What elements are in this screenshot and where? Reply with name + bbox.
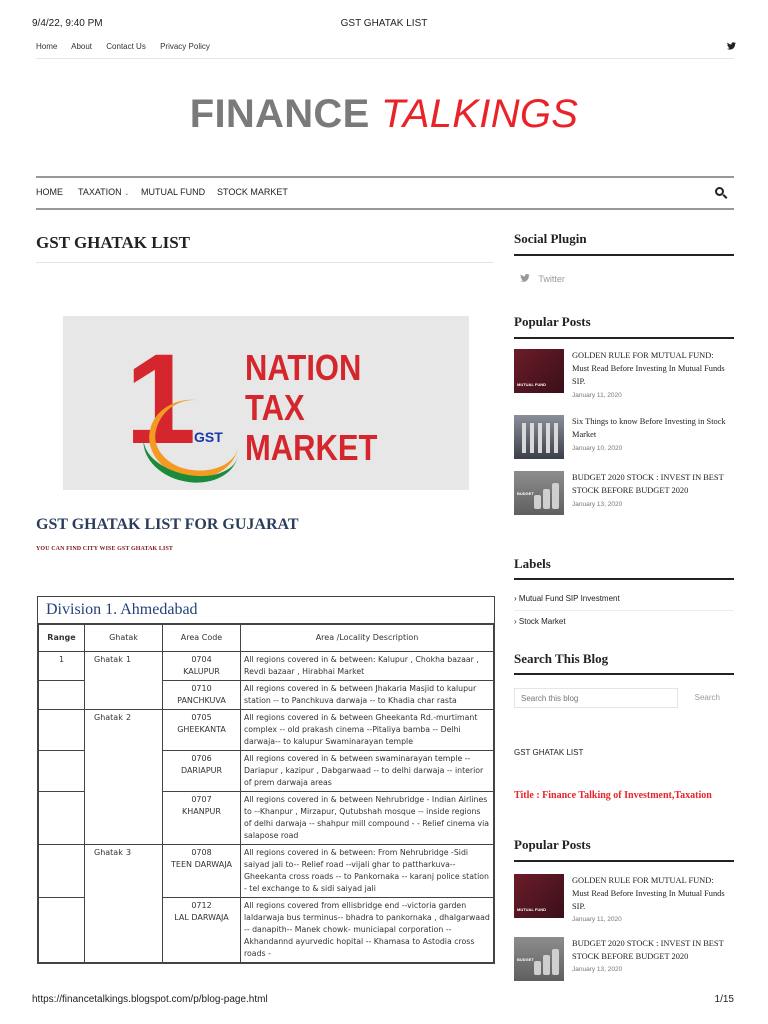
nav-home[interactable]: HOME xyxy=(36,187,63,197)
post-thumbnail[interactable] xyxy=(514,937,564,981)
table-row xyxy=(39,652,494,681)
cell-range xyxy=(39,792,85,845)
label-text: Stock Market xyxy=(518,617,566,626)
section-heading: GST GHATAK LIST FOR GUJARAT xyxy=(36,516,299,533)
popular-posts-heading-2: Popular Posts xyxy=(514,837,591,852)
cell-range xyxy=(39,898,85,963)
print-title: GST GHATAK LIST xyxy=(340,18,428,29)
search-button[interactable]: Search xyxy=(694,693,720,702)
cell-range xyxy=(39,681,85,710)
top-nav xyxy=(36,42,738,56)
cell-area-code xyxy=(163,652,241,681)
label-stock-market[interactable] xyxy=(514,617,566,626)
sidebar-rule xyxy=(514,254,734,256)
title-divider xyxy=(36,262,494,263)
cell-area-code xyxy=(163,792,241,845)
cell-range xyxy=(39,845,85,898)
cell-area-code xyxy=(163,681,241,710)
thumbnail-text: MUTUAL FUND xyxy=(517,907,547,912)
header-range: Range xyxy=(39,625,85,652)
popular-post-item[interactable] xyxy=(514,349,734,399)
division-title: Division 1. Ahmedabad xyxy=(38,597,494,624)
main-nav xyxy=(36,176,734,210)
cell-range xyxy=(39,751,85,792)
twitter-icon[interactable] xyxy=(727,42,736,52)
top-nav-privacy-policy[interactable]: Privacy Policy xyxy=(160,42,210,51)
search-blog-heading: Search This Blog xyxy=(514,651,609,666)
print-footer xyxy=(32,994,736,1008)
banner-line-nation: NATION xyxy=(245,347,362,388)
ghatak-table xyxy=(37,596,495,964)
banner-line-market: MARKET xyxy=(245,427,378,468)
social-plugin-heading: Social Plugin xyxy=(514,231,587,246)
label-text: Mutual Fund SIP Investment xyxy=(518,594,620,603)
table-row xyxy=(39,845,494,898)
page-number: 1/15 xyxy=(714,994,734,1005)
cell-description: All regions covered in & between Nehrubridge - Indian Airlines to --Khanpur , Mirzapur, Qutubshah mosque -- inside regions of delhi darwaja -- shahpur mill compound - - Relief cinema via salapose road xyxy=(241,792,494,845)
popular-post-item[interactable] xyxy=(514,471,734,521)
popular-post-date: January 13, 2020 xyxy=(572,966,623,973)
popular-post-date: January 10, 2020 xyxy=(572,445,623,452)
sidebar-rule xyxy=(514,673,734,675)
label-bullet: › xyxy=(514,594,517,603)
cell-description: All regions covered from ellisbridge end --victoria garden laldarwaja bus terminus-- bhadra to pankornaka , dhalgarwaad -- danapith-- Manek chowk- municiapal corporation -- Akhandannd ayurvedic hopital -- Khamasa to Astodia cross roads - xyxy=(241,898,494,963)
labels-heading: Labels xyxy=(514,556,551,571)
twitter-follow-link[interactable] xyxy=(520,274,565,284)
cell-range xyxy=(39,710,85,751)
post-thumbnail[interactable] xyxy=(514,415,564,459)
ghatak-name: Ghatak xyxy=(94,848,123,857)
twitter-label: Twitter xyxy=(538,274,565,284)
top-nav-home[interactable]: Home xyxy=(36,42,58,51)
logo-finance: FINANCE xyxy=(189,92,370,136)
banner-words xyxy=(245,348,377,468)
area-name: KALUPUR xyxy=(183,667,220,676)
area-name: PANCHKUVA xyxy=(177,696,226,705)
ghatak-name: Ghatak xyxy=(94,655,123,664)
area-code: 0708 xyxy=(191,848,212,857)
cell-area-code xyxy=(163,751,241,792)
cell-description: All regions covered in & between swaminarayan temple -- Dariapur , kazipur , Dabgarwaad -- to delhi darwaja -- interior of prem darwaja areas xyxy=(241,751,494,792)
area-name: GHEEKANTA xyxy=(177,725,226,734)
cell-range: 1 xyxy=(39,652,85,681)
area-name: DARIAPUR xyxy=(180,766,223,775)
ghatak-grid xyxy=(38,624,494,963)
sidebar-rule xyxy=(514,578,734,580)
popular-post-item[interactable] xyxy=(514,415,734,465)
label-mutual-fund-sip[interactable] xyxy=(514,594,620,603)
ghatak-name: Ghatak xyxy=(94,713,123,722)
blog-search xyxy=(514,688,734,708)
popular-post-item[interactable] xyxy=(514,874,734,924)
popular-post-title[interactable]: Six Things to know Before Investing in Stock Market xyxy=(572,417,726,439)
header-ghatak: Ghatak xyxy=(85,625,163,652)
cell-description: All regions covered in & between: Kalupur , Chokha bazaar , Revdi bazaar , Hirabhai Market xyxy=(241,652,494,681)
print-header xyxy=(32,18,736,32)
cell-description: All regions covered in & between: From Nehrubridge -Sidi saiyad jali to-- Relief road --vijali ghar to pattharkuva-- Gheekanta cross roads -- to Pankornaka -- karanj police station - tel exchange to & sidi saiyad jali xyxy=(241,845,494,898)
popular-post-date: January 11, 2020 xyxy=(572,392,622,399)
cell-area-code xyxy=(163,898,241,963)
cell-ghatak xyxy=(85,710,163,845)
banner-gst-badge: GST xyxy=(194,429,223,445)
page-title: GST GHATAK LIST xyxy=(36,233,190,252)
area-name: TEEN DARWAJA xyxy=(171,860,232,869)
top-divider xyxy=(36,58,734,59)
top-nav-about[interactable]: About xyxy=(71,42,93,51)
print-datetime: 9/4/22, 9:40 PM xyxy=(32,18,103,29)
thumbnail-text: BUDGET xyxy=(517,491,534,496)
label-bullet: › xyxy=(514,617,517,626)
print-url: https://financetalkings.blogspot.com/p/blog-page.html xyxy=(32,994,268,1005)
nav-taxation-label: TAXATION xyxy=(78,187,122,197)
banner-digit: 1 xyxy=(125,328,197,471)
thumbnail-text: MUTUAL FUND xyxy=(517,382,547,387)
table-row xyxy=(39,710,494,751)
one-nation-tax-banner xyxy=(63,316,469,490)
cell-description: All regions covered in & between Jhakaria Masjid to kalupur station -- to Panchkuva darwaja -- to Khadia char rasta xyxy=(241,681,494,710)
popular-post-date: January 13, 2020 xyxy=(572,501,623,508)
chevron-down-icon: ⌄ xyxy=(124,191,130,197)
sidebar-rule xyxy=(514,860,734,862)
header-description: Area /Locality Description xyxy=(241,625,494,652)
area-code: 0707 xyxy=(191,795,212,804)
twitter-icon xyxy=(520,274,536,284)
post-thumbnail[interactable] xyxy=(514,349,564,393)
popular-post-item[interactable] xyxy=(514,937,734,987)
area-name: KHANPUR xyxy=(182,807,221,816)
post-thumbnail[interactable] xyxy=(514,874,564,918)
post-thumbnail[interactable] xyxy=(514,471,564,515)
nav-taxation[interactable] xyxy=(78,187,129,197)
cell-area-code xyxy=(163,710,241,751)
thumbnail-text: BUDGET xyxy=(517,957,534,962)
search-input[interactable] xyxy=(514,688,678,708)
page-link-gst-ghatak[interactable]: GST GHATAK LIST xyxy=(514,748,584,757)
section-subheading: YOU CAN FIND CITY WISE GST GHATAK LIST xyxy=(36,546,173,552)
banner-line-tax: TAX xyxy=(245,387,305,428)
ghatak-number: 1 xyxy=(126,655,132,664)
area-code: 0705 xyxy=(191,713,212,722)
label-divider xyxy=(514,610,734,611)
header-area-code: Area Code xyxy=(163,625,241,652)
area-code: 0710 xyxy=(191,684,212,693)
area-code: 0712 xyxy=(191,901,212,910)
popular-post-title[interactable]: GOLDEN RULE FOR MUTUAL FUND: Must Read Before Investing In Mutual Funds SIP. xyxy=(572,351,725,386)
cell-description: All regions covered in & between Gheekanta Rd.-murtimant complex -- old prakash cinema --Pitaliya bamba -- Delhi darwaja-- to kalupur Swaminarayan temple xyxy=(241,710,494,751)
popular-post-title[interactable]: BUDGET 2020 STOCK : INVEST IN BEST STOCK BEFORE BUDGET 2020 xyxy=(572,473,724,495)
popular-post-date: January 11, 2020 xyxy=(572,916,622,923)
search-icon[interactable] xyxy=(715,187,724,196)
sidebar-rule xyxy=(514,337,734,339)
ghatak-number: 3 xyxy=(126,848,132,857)
nav-mutual-fund[interactable]: MUTUAL FUND xyxy=(141,187,206,197)
nav-stock-market[interactable]: STOCK MARKET xyxy=(217,187,288,197)
table-header-row xyxy=(39,625,494,652)
popular-post-title[interactable]: BUDGET 2020 STOCK : INVEST IN BEST STOCK BEFORE BUDGET 2020 xyxy=(572,939,724,961)
site-logo[interactable] xyxy=(0,92,768,137)
popular-post-title[interactable]: GOLDEN RULE FOR MUTUAL FUND: Must Read Before Investing In Mutual Funds SIP. xyxy=(572,876,725,911)
area-code: 0706 xyxy=(191,754,212,763)
top-nav-contact-us[interactable]: Contact Us xyxy=(106,42,146,51)
area-code: 0704 xyxy=(191,655,212,664)
ghatak-number: 2 xyxy=(126,713,132,722)
popular-posts-heading: Popular Posts xyxy=(514,314,591,329)
cell-ghatak xyxy=(85,845,163,963)
cell-area-code xyxy=(163,845,241,898)
area-name: LAL DARWAJA xyxy=(174,913,229,922)
cell-ghatak xyxy=(85,652,163,710)
site-tagline: Title : Finance Talking of Investment,Taxation xyxy=(514,790,712,801)
logo-talkings: TALKINGS xyxy=(381,92,579,136)
